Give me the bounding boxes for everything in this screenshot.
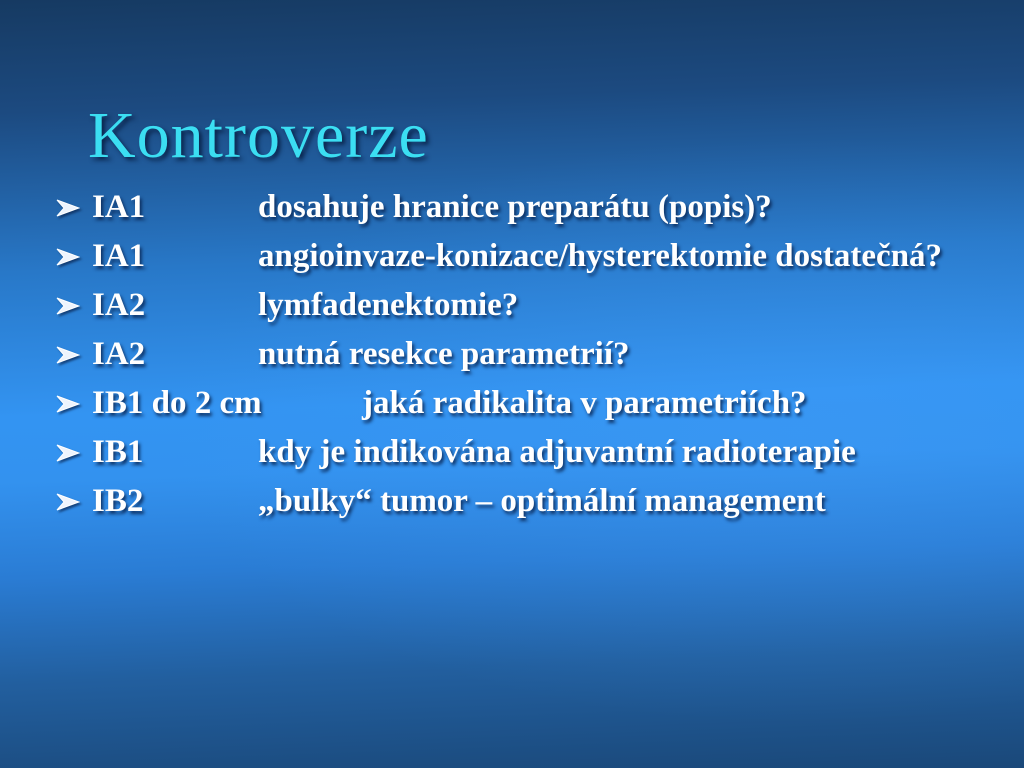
list-item bbox=[0, 330, 1024, 379]
arrowhead-right-bullet-icon bbox=[56, 345, 80, 365]
question-text: dosahuje hranice preparátu (popis)? bbox=[258, 189, 772, 225]
stage-label: IA2 bbox=[92, 336, 146, 372]
question-text: „bulky“ tumor – optimální management bbox=[258, 483, 826, 519]
stage-label: IB1 do 2 cm bbox=[92, 385, 262, 421]
arrowhead-right-bullet-icon bbox=[56, 198, 80, 218]
arrowhead-right-bullet-icon bbox=[56, 443, 80, 463]
arrowhead-right-bullet-icon bbox=[56, 492, 80, 512]
arrowhead-right-bullet-icon bbox=[56, 247, 80, 267]
list-item bbox=[0, 428, 1024, 477]
stage-label: IB2 bbox=[92, 483, 144, 519]
slide-title: Kontroverze bbox=[88, 99, 429, 173]
stage-label: IA1 bbox=[92, 238, 146, 274]
bullet-list bbox=[0, 183, 1024, 526]
question-text: lymfadenektomie? bbox=[258, 287, 519, 323]
arrowhead-right-bullet-icon bbox=[56, 394, 80, 414]
list-item bbox=[0, 232, 1024, 281]
arrowhead-right-bullet-icon bbox=[56, 296, 80, 316]
question-text: angioinvaze-konizace/hysterektomie dostatečná? bbox=[258, 238, 943, 274]
question-text: jaká radikalita v parametriích? bbox=[362, 385, 807, 421]
list-item bbox=[0, 281, 1024, 330]
question-text: nutná resekce parametrií? bbox=[258, 336, 630, 372]
question-text: kdy je indikována adjuvantní radioterapie bbox=[258, 434, 856, 470]
stage-label: IB1 bbox=[92, 434, 144, 470]
list-item bbox=[0, 183, 1024, 232]
stage-label: IA1 bbox=[92, 189, 146, 225]
stage-label: IA2 bbox=[92, 287, 146, 323]
list-item bbox=[0, 379, 1024, 428]
list-item bbox=[0, 477, 1024, 526]
